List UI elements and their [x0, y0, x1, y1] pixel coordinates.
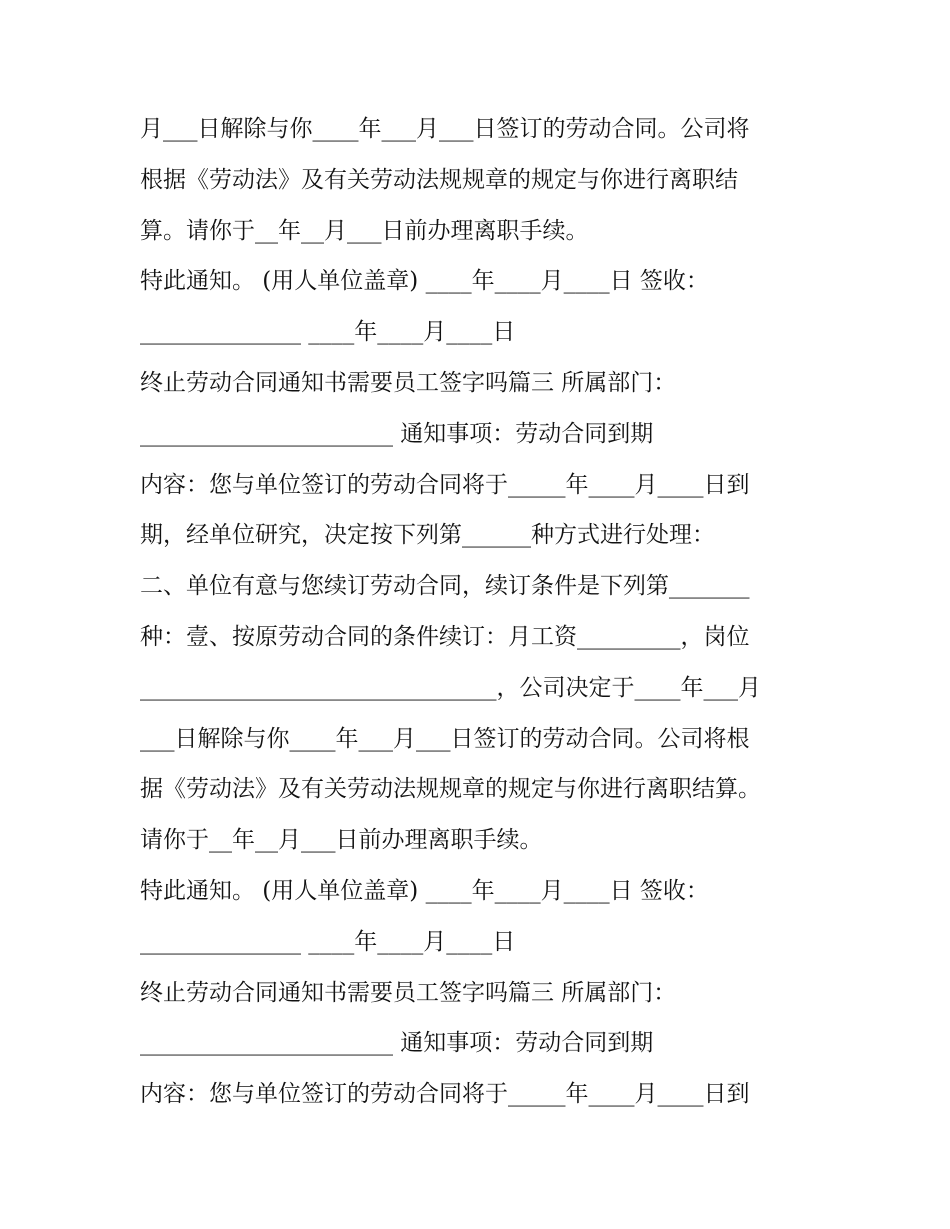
- text-line: 种：壹、按原劳动合同的条件续订：月工资_________，岗位: [140, 623, 750, 650]
- text-line: 根据《劳动法》及有关劳动法规规章的规定与你进行离职结: [140, 166, 738, 193]
- text-line: 内容：您与单位签订的劳动合同将于_____年____月____日到: [140, 471, 750, 498]
- text-line: ______________ ____年____月____日: [140, 319, 516, 346]
- text-line: 二、单位有意与您续订劳动合同，续订条件是下列第_______: [140, 573, 750, 600]
- text-line: 特此通知。 (用人单位盖章) ____年____月____日 签收：: [140, 268, 709, 295]
- text-line: 月___日解除与你____年___月___日签订的劳动合同。公司将: [140, 116, 750, 142]
- text-line: 特此通知。 (用人单位盖章) ____年____月____日 签收：: [140, 877, 709, 904]
- text-line: ______________ ____年____月____日: [140, 928, 516, 955]
- text-line: 算。请你于__年__月___日前办理离职手续。: [140, 217, 589, 244]
- text-line: 终止劳动合同通知书需要员工签字吗篇三 所属部门：: [140, 979, 677, 1006]
- document-body: [140, 104, 820, 1120]
- text-line: ______________________ 通知事项：劳动合同到期: [140, 1030, 654, 1057]
- text-line: 请你于__年__月___日前办理离职手续。: [140, 827, 543, 854]
- text-line: ______________________ 通知事项：劳动合同到期: [140, 420, 654, 447]
- text-line: 据《劳动法》及有关劳动法规规章的规定与你进行离职结算。: [140, 776, 761, 803]
- text-line: _______________________________，公司决定于____年___月: [140, 674, 761, 701]
- text-line: 终止劳动合同通知书需要员工签字吗篇三 所属部门：: [140, 369, 677, 396]
- text-line: 内容：您与单位签订的劳动合同将于_____年____月____日到: [140, 1081, 750, 1108]
- text-line: ___日解除与你____年___月___日签订的劳动合同。公司将根: [140, 725, 750, 752]
- text-line: 期，经单位研究，决定按下列第______种方式进行处理：: [140, 522, 715, 549]
